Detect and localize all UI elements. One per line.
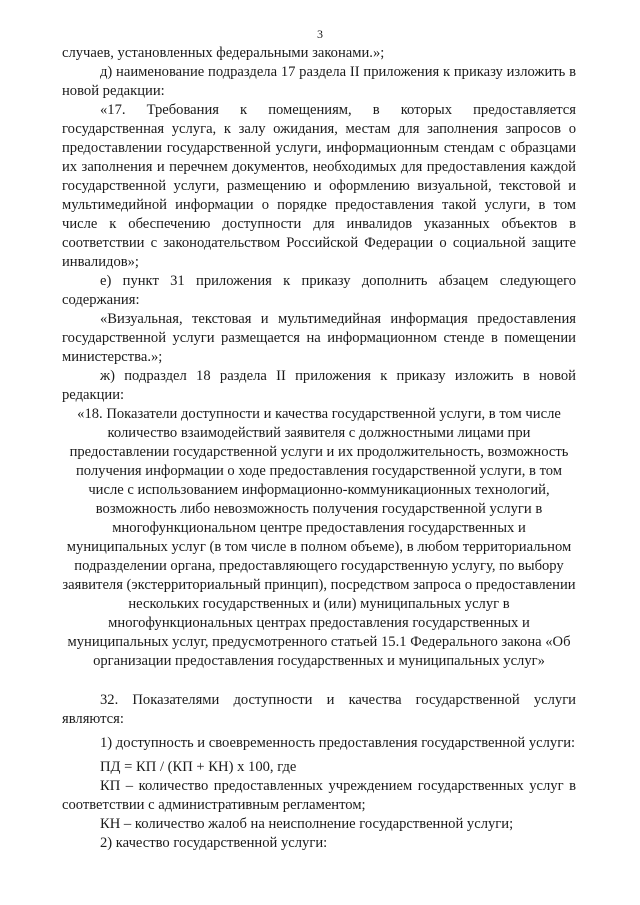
definition-kp: КП – количество предоставленных учреждением государственных услуг в соответствии с административным регламентом; — [62, 778, 576, 813]
paragraph-item-d: д) наименование подраздела 17 раздела II приложения к приказу изложить в новой редакции: — [62, 64, 576, 99]
page-number: 3 — [317, 27, 323, 41]
document-body — [62, 44, 576, 853]
paragraph-item-1: 1) доступность и своевременность предоставления государственной услуги: — [100, 735, 576, 751]
formula-pd: ПД = КП / (КП + КН) х 100, где — [100, 759, 297, 775]
definition-kn: КН – количество жалоб на неисполнение государственной услуги; — [100, 816, 514, 832]
paragraph-item-zh: ж) подраздел 18 раздела II приложения к приказу изложить в новой редакции: — [62, 368, 576, 403]
paragraph-subsection-17: «17. Требования к помещениям, в которых предоставляется государственная услуга, к залу ожидания, местам для заполнения запросов о предоставлении государственной услуги, информационным стендам с образцами их заполнения и перечнем документов, необходимых для предоставления каждой государственной услуги, размещению и оформлению визуальной, текстовой и мультимедийной информации о порядке предоставления такой услуги, в том числе к обеспечению доступности для инвалидов указанных объектов в соответствии с законодательством Российской Федерации о социальной защите инвалидов»; — [62, 102, 576, 270]
paragraph-continuation: случаев, установленных федеральными законами.»; — [62, 45, 385, 61]
paragraph-32: 32. Показателями доступности и качества государственной услуги являются: — [62, 692, 576, 727]
paragraph-item-e: е) пункт 31 приложения к приказу дополнить абзацем следующего содержания: — [62, 273, 576, 308]
paragraph-item-2: 2) качество государственной услуги: — [100, 835, 328, 851]
paragraph-visual-info: «Визуальная, текстовая и мультимедийная информация предоставления государственной услуги размещается на информационном стенде в помещении министерства.»; — [62, 311, 576, 365]
heading-subsection-18: «18. Показатели доступности и качества государственной услуги, в том числе количество взаимодействий заявителя с должностными лицами при предоставлении государственной услуги и их продолжительность, возможность получения информации о ходе предоставления государственной услуги, в том числе с использованием информационно-коммуникационных технологий, возможность либо невозможность получения государственной услуги в многофункциональном центре предоставления государственных и муниципальных услуг (в том числе в полном объеме), в любом территориальном подразделении органа, предоставляющего государственную услугу, по выбору заявителя (экстерриториальный принцип), посредством запроса о предоставлении нескольких государственных и (или) муниципальных услуг в многофункциональных центрах предоставления государственных и муниципальных услуг, предусмотренного статьей 15.1 Федерального закона «Об организации предоставления государственных и муниципальных услуг» — [62, 406, 576, 669]
spacer — [62, 671, 576, 691]
